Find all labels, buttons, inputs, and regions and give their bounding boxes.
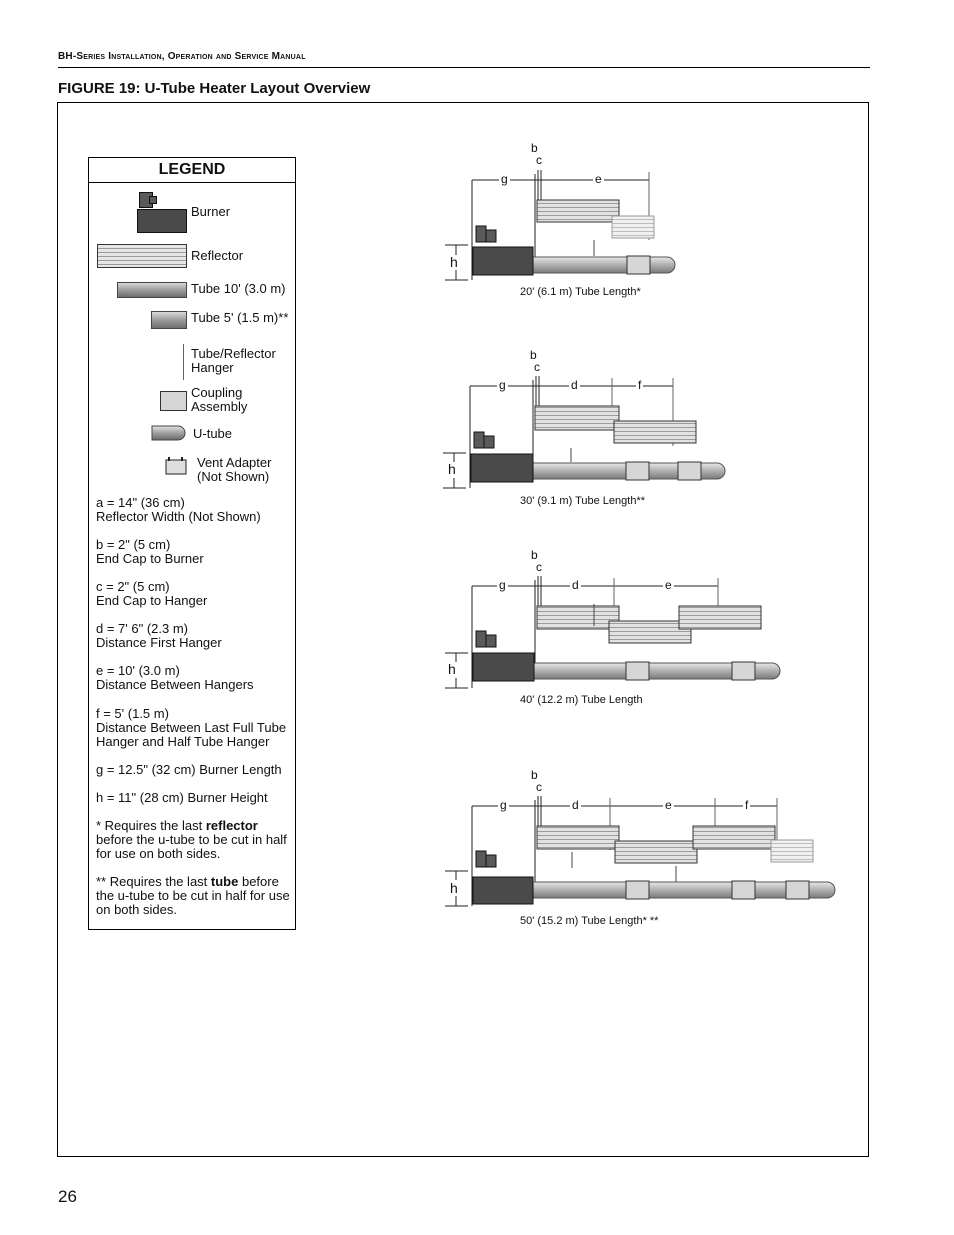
dim-h: h bbox=[450, 254, 458, 270]
legend-label-tube-5: Tube 5' (1.5 m)** bbox=[191, 310, 289, 325]
dim-g: g bbox=[499, 378, 506, 392]
page-number: 26 bbox=[58, 1187, 77, 1206]
dim-b: b bbox=[531, 548, 538, 562]
dim-f: f bbox=[745, 798, 749, 812]
legend-label-vent-adapter: Vent Adapter (Not Shown) bbox=[197, 455, 272, 484]
definition-g: g = 12.5" (32 cm) Burner Length bbox=[96, 762, 282, 777]
dim-d: d bbox=[572, 798, 579, 812]
layout-caption: 50' (15.2 m) Tube Length* ** bbox=[520, 915, 659, 927]
running-header: BH-Series Installation, Operation and Service Manual bbox=[58, 51, 306, 62]
definition-h: h = 11" (28 cm) Burner Height bbox=[96, 790, 268, 805]
dim-h: h bbox=[448, 661, 456, 677]
dim-c: c bbox=[536, 780, 542, 794]
definition-b: b = 2" (5 cm) End Cap to Burner bbox=[96, 537, 204, 566]
note-reflector-pre: * Requires the last bbox=[96, 818, 206, 833]
legend-label-reflector: Reflector bbox=[191, 248, 244, 263]
definition-e: e = 10' (3.0 m) Distance Between Hangers bbox=[96, 663, 254, 692]
layout-20ft bbox=[445, 170, 675, 280]
dim-d: d bbox=[572, 578, 579, 592]
dim-h: h bbox=[448, 461, 456, 477]
dim-b: b bbox=[530, 348, 537, 362]
dim-e: e bbox=[665, 578, 672, 592]
dim-c: c bbox=[536, 560, 542, 574]
dim-b: b bbox=[531, 141, 538, 155]
definition-c: c = 2" (5 cm) End Cap to Hanger bbox=[96, 579, 208, 608]
layout-30ft bbox=[443, 376, 725, 488]
layout-caption: 40' (12.2 m) Tube Length bbox=[520, 694, 643, 706]
layout-50ft bbox=[445, 796, 835, 906]
definition-f: f = 5' (1.5 m) Distance Between Last Full Tube Hanger and Half Tube Hanger bbox=[96, 706, 287, 749]
note-tube-post: before the u-tube to be cut in half for use on both sides. bbox=[96, 874, 290, 917]
dim-f: f bbox=[638, 378, 642, 392]
note-tube-pre: ** Requires the last bbox=[96, 874, 211, 889]
dim-e: e bbox=[595, 172, 602, 186]
dim-c: c bbox=[536, 153, 542, 167]
layout-40ft bbox=[445, 576, 780, 688]
dim-g: g bbox=[499, 578, 506, 592]
dim-c: c bbox=[534, 360, 540, 374]
dim-g: g bbox=[501, 172, 508, 186]
legend-label-coupling: Coupling Assembly bbox=[191, 385, 248, 414]
legend-title: LEGEND bbox=[89, 158, 295, 183]
dim-e: e bbox=[665, 798, 672, 812]
legend-label-tube-10: Tube 10' (3.0 m) bbox=[191, 281, 286, 296]
note-tube-bold: tube bbox=[210, 874, 239, 889]
note-reflector-post: before the u-tube to be cut in half for use on both sides. bbox=[96, 832, 287, 861]
dim-g: g bbox=[500, 798, 507, 812]
legend-label-hanger: Tube/Reflector Hanger bbox=[191, 346, 276, 375]
dim-d: d bbox=[571, 378, 578, 392]
definition-d: d = 7' 6" (2.3 m) Distance First Hanger bbox=[96, 621, 222, 650]
legend-label-burner: Burner bbox=[191, 204, 231, 219]
dim-b: b bbox=[531, 768, 538, 782]
layout-caption: 30' (9.1 m) Tube Length** bbox=[520, 495, 646, 507]
note-reflector-bold: reflector bbox=[205, 818, 258, 833]
legend-label-u-tube: U-tube bbox=[193, 426, 233, 441]
dim-h: h bbox=[450, 880, 458, 896]
figure-title: FIGURE 19: U-Tube Heater Layout Overview bbox=[58, 80, 371, 97]
definition-a: a = 14" (36 cm) Reflector Width (Not Shown) bbox=[96, 495, 261, 524]
layout-caption: 20' (6.1 m) Tube Length* bbox=[520, 286, 641, 298]
